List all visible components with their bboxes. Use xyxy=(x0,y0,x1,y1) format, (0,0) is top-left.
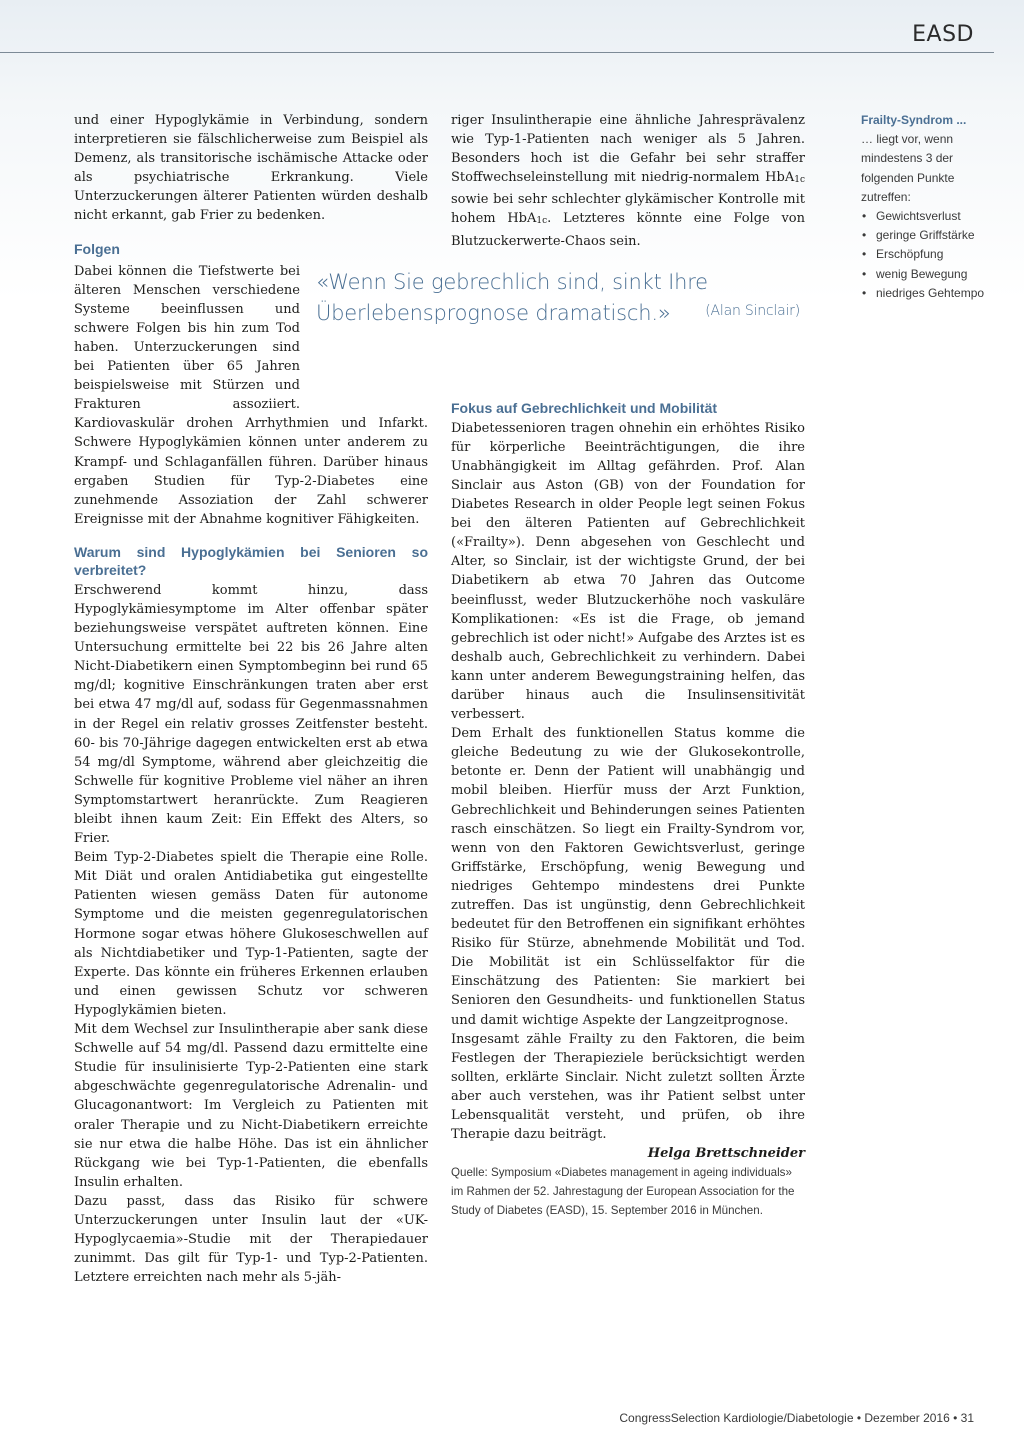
heading-warum: Warum sind Hypoglykämien bei Senioren so verbreitet? xyxy=(74,543,428,578)
sidebar-intro: … liegt vor, wenn mindestens 3 der folgenden Punkte zutreffen: xyxy=(861,132,955,204)
header-rule xyxy=(0,52,994,53)
paragraph-2: Beim Typ-2-Diabetes spielt die Therapie eine Rolle. Mit Diät und oralen Antidiabetika gut eingestellte Patienten wiesen gemäss Daten für autonome Symptome und die meisten gegenregulatorischen Hormone sogar etwas höhere Glukoseschwellen auf als Nichtdiabetiker und Typ-1-Patienten, sagte der Experte. Das könnte ein früheres Erkennen erlauben und einen gewissen Schutz vor schweren Hypoglykämien bieten. xyxy=(74,850,428,1018)
paragraph-intro: und einer Hypoglykämie in Verbindung, sondern interpretieren sie fälschlicherweise zum Beispiel als Demenz, als transitorische ischämische Attacke oder als psychiatrische Erkrankung. Viele Unterzuckerungen älterer Patienten würden deshalb nicht erkannt, gab Frier zu bedenken. xyxy=(74,113,428,224)
paragraph-fokus-2: Dem Erhalt des funktionellen Status komme die gleiche Bedeutung zu wie der Glukosekontrolle, betonte er. Denn der Patient will unabhängig und mobil bleiben. Hierfür muss der Arzt Funktion, Gebrechlichkeit und Behinderungen seines Patienten rasch einschätzen. So liegt ein Frailty-Syndrom vor, wenn von den Faktoren Gewichtsverlust, geringe Griffstärke, Erschöpfung, wenig Bewegung und niedriges Gehtempo mindestens drei Punkte zutreffen. Das ist ungünstig, denn Gebrechlichkeit bedeutet für den Betroffenen ein signifikant erhöhtes Risiko für Stürze, abnehmende Mobilität und Tod. Die Mobilität ist ein Schlüsselfaktor für die Einschätzung des Patienten: Sie markiert bei Senioren den Gesundheits- und funktionellen Status und damit wichtige Aspekte der Langzeitprognose. xyxy=(451,726,805,1028)
pull-quote-text: «Wenn Sie gebrechlich sind, sinkt Ihre Überlebensprognose dramatisch.» xyxy=(316,270,708,325)
article-column-2 xyxy=(451,111,805,1220)
source-note: Quelle: Symposium «Diabetes management in ageing individuals» im Rahmen der 52. Jahrestagung der European Association for the Study of Diabetes (EASD), 15. September 2016 in München. xyxy=(451,1166,795,1218)
paragraph-intro-2: riger Insulintherapie eine ähnliche Jahresprävalenz wie Typ-1-Patienten nach weniger als 5 Jahren. Besonders hoch ist die Gefahr bei sehr straffer Stoffwechseleinstellung mit niedrig-normalem HbA$_{1c}$ sowie bei sehr schlechter glykämischer Kontrolle mit hohem HbA$_{1c}$. Letzteres könnte eine Folge von Blutzuckerwerte-Chaos sein. xyxy=(451,113,805,249)
heading-folgen: Folgen xyxy=(74,240,120,257)
sidebar-item: • geringe Griffstärke xyxy=(861,226,991,245)
paragraph-folgen: Dabei können die Tiefstwerte bei älteren Menschen verschiedene Systeme beeinflussen und schwere Folgen bis hin zum Tod haben. Unterzuckerungen sind bei Patienten über 65 Jahren beispielsweise mit Stürzen und Frakturen assoziiert. Kardiovaskulär drohen Arrhythmien und Infarkt. Schwere Hypoglykämien können unter anderem zu Krampf- und Schlaganfällen führen. Darüber hinaus ergaben Studien für Typ-2-Diabetes eine zunehmende Assoziation der Zahl schwerer Ereignisse mit der Abnahme kognitiver Fähigkeiten. xyxy=(74,263,428,527)
paragraph-fokus-3: Insgesamt zähle Frailty zu den Faktoren, die beim Festlegen der Therapieziele berücksichtigt werden sollten, erklärte Sinclair. Nicht zuletzt sollten Ärzte aber auch verstehen, was ihr Patient selbst unter Lebensqualität versteht, und prüfen, ob ihre Therapie dazu beiträgt. xyxy=(451,1031,805,1143)
frailty-sidebar xyxy=(861,111,991,303)
sidebar-title: Frailty-Syndrom ... xyxy=(861,113,967,127)
heading-fokus: Fokus auf Gebrechlichkeit und Mobilität xyxy=(451,399,718,416)
sidebar-item: • Gewichtsverlust xyxy=(861,207,991,226)
paragraph-4: Dazu passt, dass das Risiko für schwere Unterzuckerungen unter Insulin laut der «UK-Hypoglycaemia»-Studie mit der Therapiedauer zunimmt. Das gilt für Typ-1- und Typ-2-Patienten. Letztere erreichten nach mehr als 5-jäh- xyxy=(74,1193,428,1286)
sidebar-item: • Erschöpfung xyxy=(861,245,991,264)
sidebar-item: • wenig Bewegung xyxy=(861,265,991,284)
sidebar-item: • niedriges Gehtempo xyxy=(861,284,991,303)
sidebar-list xyxy=(861,207,991,303)
section-title: EASD xyxy=(912,22,974,47)
page-footer: CongressSelection Kardiologie/Diabetologie • Dezember 2016 • 31 xyxy=(619,1411,974,1425)
pull-quote-author: (Alan Sinclair) xyxy=(705,303,800,319)
author-signature: Helga Brettschneider xyxy=(647,1146,805,1162)
paragraph-fokus-1: Diabetessenioren tragen ohnehin ein erhöhtes Risiko für körperliche Beeinträchtigungen, die ihre Unabhängigkeit im Alltag gefährden. Prof. Alan Sinclair aus Aston (GB) von der Foundation for Diabetes Research in older People legt seinen Fokus bei den älteren Patienten auf Gebrechlichkeit («Frailty»). Denn abgesehen von Geschlecht und Alter, so Sinclair, ist der wichtigste Grund, der bei Diabetikern ab etwa 70 Jahren das Outcome beeinflusst, weder Blutzuckerhöhe noch vaskuläre Komplikationen: «Es ist die Frage, ob jemand gebrechlich ist oder nicht!» Aufgabe des Arztes ist es deshalb auch, Gebrechlichkeit zu verhindern. Dabei kann unter anderem Bewegungstraining helfen, das darüber hinaus auch die Insulinsensitivität verbessert. xyxy=(451,420,805,723)
paragraph-3: Mit dem Wechsel zur Insulintherapie aber sank diese Schwelle auf 54 mg/dl. Passend dazu ermittelte eine Studie für insulinisierte Typ-2-Patienten eine stark abgeschwächte gegenregulatorische Adrenalin- und Glucagonantwort: Im Vergleich zu Patienten mit oraler Therapie und zu Nicht-Diabetikern erreichte sie nur etwa die halbe Höhe. Das ist ein ähnlicher Rückgang wie bei Typ-1-Patienten, die ebenfalls Insulin erhalten. xyxy=(74,1022,428,1190)
paragraph-1: Erschwerend kommt hinzu, dass Hypoglykämiesymptome im Alter offenbar später beziehungsweise verspätet auftreten können. Eine Untersuchung ermittelte bei 22 bis 26 Jahre alten Nicht-Diabetikern einen Symptombeginn bei rund 65 mg/dl; kognitive Einschränkungen traten aber erst bei etwa 47 mg/dl auf, sodass für Gegenmassnahmen in der Regel ein relativ grosses Zeitfenster besteht. 60- bis 70-Jährige dagegen entwickelten erst ab etwa 54 mg/dl Symptome, während aber gleichzeitig die Schwelle für kognitive Probleme viel näher an ihren Symptomstartwert heranrückte. Zum Reagieren bleibt ihnen kaum Zeit: Ein Effekt des Alters, so Frier. xyxy=(74,582,428,847)
